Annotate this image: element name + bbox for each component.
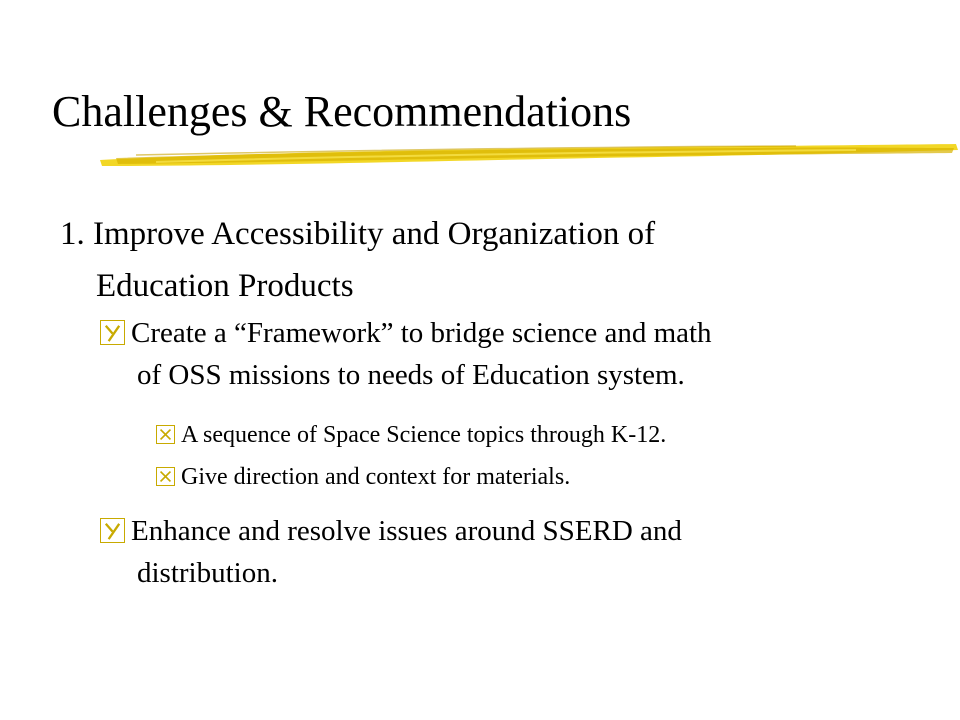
x-box-icon — [156, 467, 175, 486]
sub-sub-bullet-text: Give direction and context for materials. — [181, 464, 571, 490]
sub-bullet-text-line2: of OSS missions to needs of Education system. — [137, 359, 685, 391]
sub-sub-bullet-direction — [156, 461, 916, 493]
main-point — [60, 208, 916, 312]
y-box-icon — [100, 320, 125, 345]
x-box-icon — [156, 425, 175, 444]
sub-sub-bullet-text: A sequence of Space Science topics through K-12. — [181, 422, 667, 448]
sub-bullet-framework — [100, 312, 900, 396]
slide-title: Challenges & Recommendations — [52, 87, 632, 136]
sub-sub-bullet-sequence — [156, 419, 916, 451]
main-point-line1: 1. Improve Accessibility and Organization of — [60, 216, 656, 252]
main-point-line2: Education Products — [96, 268, 354, 304]
sub-bullet-text-line2: distribution. — [137, 557, 278, 589]
y-box-icon — [100, 518, 125, 543]
sub-bullet-text-line1: Enhance and resolve issues around SSERD and — [131, 515, 682, 547]
sub-bullet-sserd — [100, 510, 900, 594]
sub-bullet-text-line1: Create a “Framework” to bridge science and math — [131, 317, 712, 349]
